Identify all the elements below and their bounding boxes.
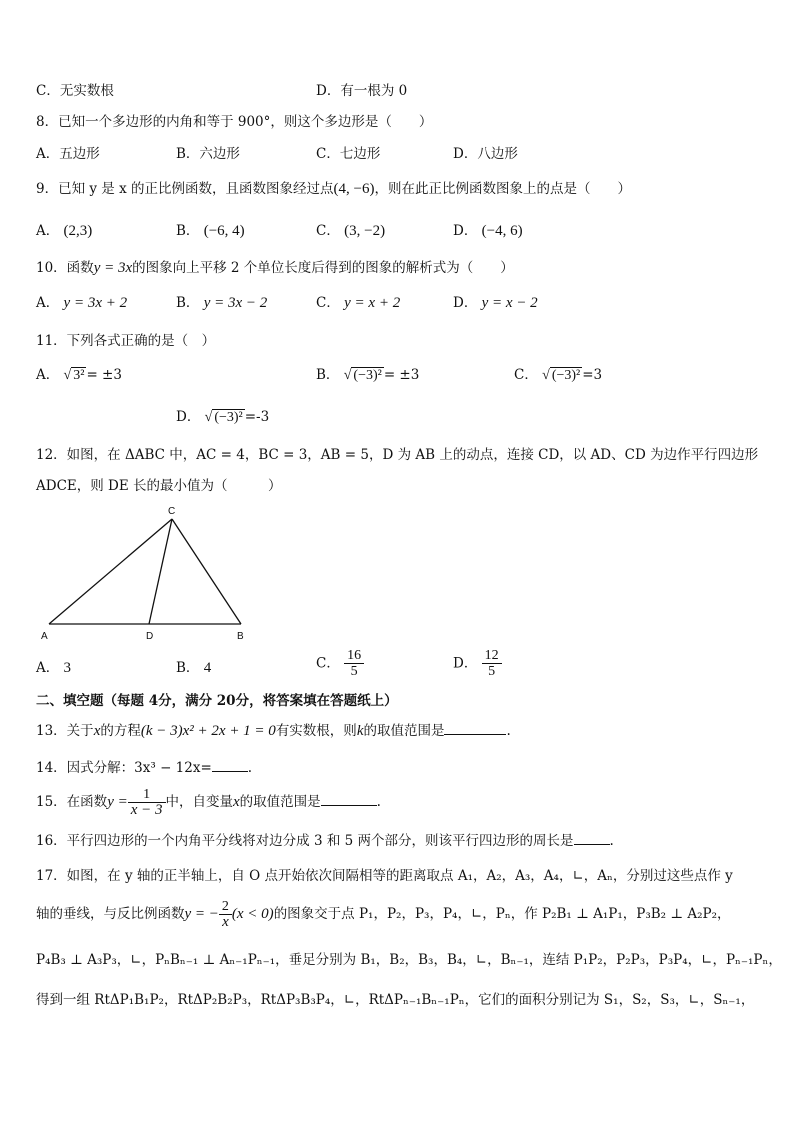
q15-frac xyxy=(128,787,166,818)
side-bc xyxy=(172,519,241,624)
q17-line2 xyxy=(36,899,731,930)
q7-option-d: D．有一根为 0 xyxy=(316,83,408,99)
q17-func-lhs: y = − xyxy=(184,906,219,922)
q9-option-a xyxy=(36,222,92,240)
q16-answer-blank[interactable] xyxy=(574,832,610,845)
q9-point: (4, −6) xyxy=(333,181,375,197)
q15-frac-den: x − 3 xyxy=(130,802,163,818)
q9-stem xyxy=(36,180,631,198)
q11-result-c: =3 xyxy=(582,367,603,383)
q13-stem-c: 有实数根，则 xyxy=(275,723,357,739)
q11-option-b xyxy=(316,366,419,385)
q17-cond: (x < 0) xyxy=(231,906,274,922)
q10-label-b: B． xyxy=(176,295,200,311)
q11-sqrt-a: √ 3² xyxy=(63,368,85,383)
side-ac xyxy=(49,519,172,624)
q9-stem-b: ，则在此正比例函数图象上的点是（ ） xyxy=(374,181,631,197)
q12-label-b: B． xyxy=(176,660,200,676)
q12-frac-c-num: 16 xyxy=(344,648,364,664)
q13-stem-a: 13．关于 xyxy=(36,723,94,739)
q11-sqrt-b: √ (−3)² xyxy=(343,368,382,383)
q11-label-a: A． xyxy=(36,367,60,383)
q17-line1: 17．如图，在 y 轴的正半轴上，自 O 点开始依次间隔相等的距离取点 A₁，A₂，A₃，A₄，∟，Aₙ，分别过这些点作 y xyxy=(36,868,733,884)
q8-option-d: D．八边形 xyxy=(453,146,518,162)
q15-end: . xyxy=(376,794,381,810)
q13-answer-blank[interactable] xyxy=(444,722,506,735)
q8-stem: 8．已知一个多边形的内角和等于 900°，则这个多边形是（ ） xyxy=(36,114,433,130)
q16-end: . xyxy=(609,833,614,849)
q12-frac-c xyxy=(344,648,364,679)
q8-option-b: B．六边形 xyxy=(176,146,240,162)
segment-cd xyxy=(149,519,172,624)
q11-radicand-c: (−3)² xyxy=(551,368,581,383)
q13-var-x: x xyxy=(93,723,101,739)
q9-label-a: A． xyxy=(36,223,60,239)
label-c: C xyxy=(168,506,176,517)
q11-label-d: D． xyxy=(176,409,201,425)
q9-value-b: (−6, 4) xyxy=(203,223,245,239)
q9-value-d: (−4, 6) xyxy=(481,223,523,239)
q12-value-a: 3 xyxy=(63,660,72,676)
q9-option-b xyxy=(176,222,245,240)
q16-stem xyxy=(36,832,614,850)
q10-option-a xyxy=(36,294,127,312)
q10-stem-a: 10．函数 xyxy=(36,260,94,276)
q11-label-c: C． xyxy=(514,367,538,383)
q12-triangle-figure xyxy=(36,500,256,645)
q9-value-c: (3, −2) xyxy=(344,223,386,239)
q10-value-c: y = x + 2 xyxy=(344,295,401,311)
q11-option-c xyxy=(514,366,602,385)
q8-option-a: A．五边形 xyxy=(36,146,100,162)
q13-stem-d: 的取值范围是 xyxy=(363,723,445,739)
q17-frac xyxy=(219,899,232,930)
q9-option-d xyxy=(453,222,523,240)
q15-stem-a: 15．在函数 xyxy=(36,794,108,810)
q9-label-d: D． xyxy=(453,223,478,239)
q11-stem: 11．下列各式正确的是（ ） xyxy=(36,333,216,349)
q15-stem-c: 的取值范围是 xyxy=(239,794,321,810)
q10-label-c: C． xyxy=(316,295,340,311)
label-b: B xyxy=(237,631,244,642)
q12-option-b xyxy=(176,659,211,677)
q11-option-a xyxy=(36,366,122,385)
q10-label-a: A． xyxy=(36,295,60,311)
q10-label-d: D． xyxy=(453,295,478,311)
q11-sqrt-c: √ (−3)² xyxy=(542,368,581,383)
q11-radicand-a: 3² xyxy=(73,368,85,383)
q12-frac-c-den: 5 xyxy=(350,664,358,679)
label-a: A xyxy=(41,631,48,642)
q17-line2-b: 的图象交于点 P₁，P₂，P₃，P₄，∟，Pₙ，作 P₂B₁ ⊥ A₁P₁，P₃B₂ ⊥ A₂P₂， xyxy=(273,906,731,922)
q12-option-a xyxy=(36,659,71,677)
q9-option-c xyxy=(316,222,385,240)
q15-stem xyxy=(36,787,381,818)
q12-label-d: D． xyxy=(453,655,478,672)
q15-var-x: x xyxy=(233,794,240,810)
q15-stem-b: 中，自变量 xyxy=(165,794,233,810)
q14-stem xyxy=(36,759,252,777)
q10-value-d: y = x − 2 xyxy=(481,295,538,311)
q12-stem-line1: 12．如图，在 ΔABC 中，AC = 4，BC = 3，AB = 5，D 为 AB 上的动点，连接 CD，以 AD、CD 为边作平行四边形 xyxy=(36,447,759,463)
q11-radicand-d: (−3)² xyxy=(214,410,243,425)
q11-radicand-b: (−3)² xyxy=(353,368,382,383)
q13-var-k: k xyxy=(356,723,364,739)
section2-title: 二、填空题（每题 4分，满分 20分，将答案填在答题纸上） xyxy=(36,693,398,709)
q13-end: . xyxy=(506,723,511,739)
q15-answer-blank[interactable] xyxy=(321,793,377,806)
q13-equation: (k − 3)x² + 2x + 1 = 0 xyxy=(140,723,276,739)
q12-frac-d xyxy=(482,648,502,679)
q11-result-d: =-3 xyxy=(244,409,270,425)
q10-option-d xyxy=(453,294,538,312)
q10-value-b: y = 3x − 2 xyxy=(203,295,268,311)
q14-answer-blank[interactable] xyxy=(212,759,248,772)
q10-stem xyxy=(36,259,514,277)
q12-label-c: C． xyxy=(316,655,340,672)
q12-stem-line2: ADCE，则 DE 长的最小值为（ ） xyxy=(36,478,282,494)
q17-line2-a: 轴的垂线，与反比例函数 xyxy=(36,906,185,922)
q10-option-b xyxy=(176,294,267,312)
q9-label-b: B． xyxy=(176,223,200,239)
q11-result-b: = ±3 xyxy=(383,367,420,383)
q13-stem xyxy=(36,722,511,740)
q8-option-c: C．七边形 xyxy=(316,146,381,162)
q12-frac-d-den: 5 xyxy=(488,664,496,679)
q10-option-c xyxy=(316,294,400,312)
q16-stem-text: 16．平行四边形的一个内角平分线将对边分成 3 和 5 两个部分，则该平行四边形的周长是 xyxy=(36,833,574,849)
q15-frac-num: 1 xyxy=(128,787,166,803)
q17-line3: P₄B₃ ⊥ A₃P₃，∟，PₙBₙ₋₁ ⊥ Aₙ₋₁Pₙ₋₁，垂足分别为 B₁，B₂，B₃，B₄，∟，Bₙ₋₁，连结 P₁P₂，P₂P₃，P₃P₄，∟，Pₙ₋₁Pₙ， xyxy=(36,952,782,968)
q12-option-c xyxy=(316,648,364,679)
q12-frac-d-num: 12 xyxy=(482,648,502,664)
q13-stem-b: 的方程 xyxy=(100,723,141,739)
q7-option-c: C．无实数根 xyxy=(36,83,114,99)
q11-sqrt-d: √ (−3)² xyxy=(204,410,243,425)
q17-frac-num: 2 xyxy=(219,899,232,915)
label-d: D xyxy=(146,631,154,642)
q10-value-a: y = 3x + 2 xyxy=(63,295,128,311)
q11-label-b: B． xyxy=(316,367,340,383)
q14-end: . xyxy=(247,760,253,776)
q11-result-a: = ±3 xyxy=(86,367,122,383)
q9-stem-a: 9．已知 y 是 x 的正比例函数，且函数图象经过点 xyxy=(36,181,334,197)
q10-stem-b: 的图象向上平移 2 个单位长度后得到的图象的解析式为（ ） xyxy=(132,260,514,276)
q12-option-d xyxy=(453,648,502,679)
q12-value-b: 4 xyxy=(203,660,212,676)
q15-func-lhs: y = xyxy=(107,794,128,810)
q17-line4: 得到一组 RtΔP₁B₁P₂，RtΔP₂B₂P₃，RtΔP₃B₃P₄，∟，RtΔPₙ₋₁Bₙ₋₁Pₙ，它们的面积分别记为 S₁，S₂，S₃，∟，Sₙ₋₁， xyxy=(36,992,755,1008)
q12-label-a: A． xyxy=(36,660,60,676)
q14-stem-text: 14．因式分解：3x³ − 12x= xyxy=(36,760,212,776)
q11-option-d xyxy=(176,408,269,427)
q10-func: y = 3x xyxy=(93,260,133,276)
q9-value-a: (2,3) xyxy=(63,223,93,239)
q9-label-c: C． xyxy=(316,223,340,239)
q17-frac-den: x xyxy=(222,914,229,930)
